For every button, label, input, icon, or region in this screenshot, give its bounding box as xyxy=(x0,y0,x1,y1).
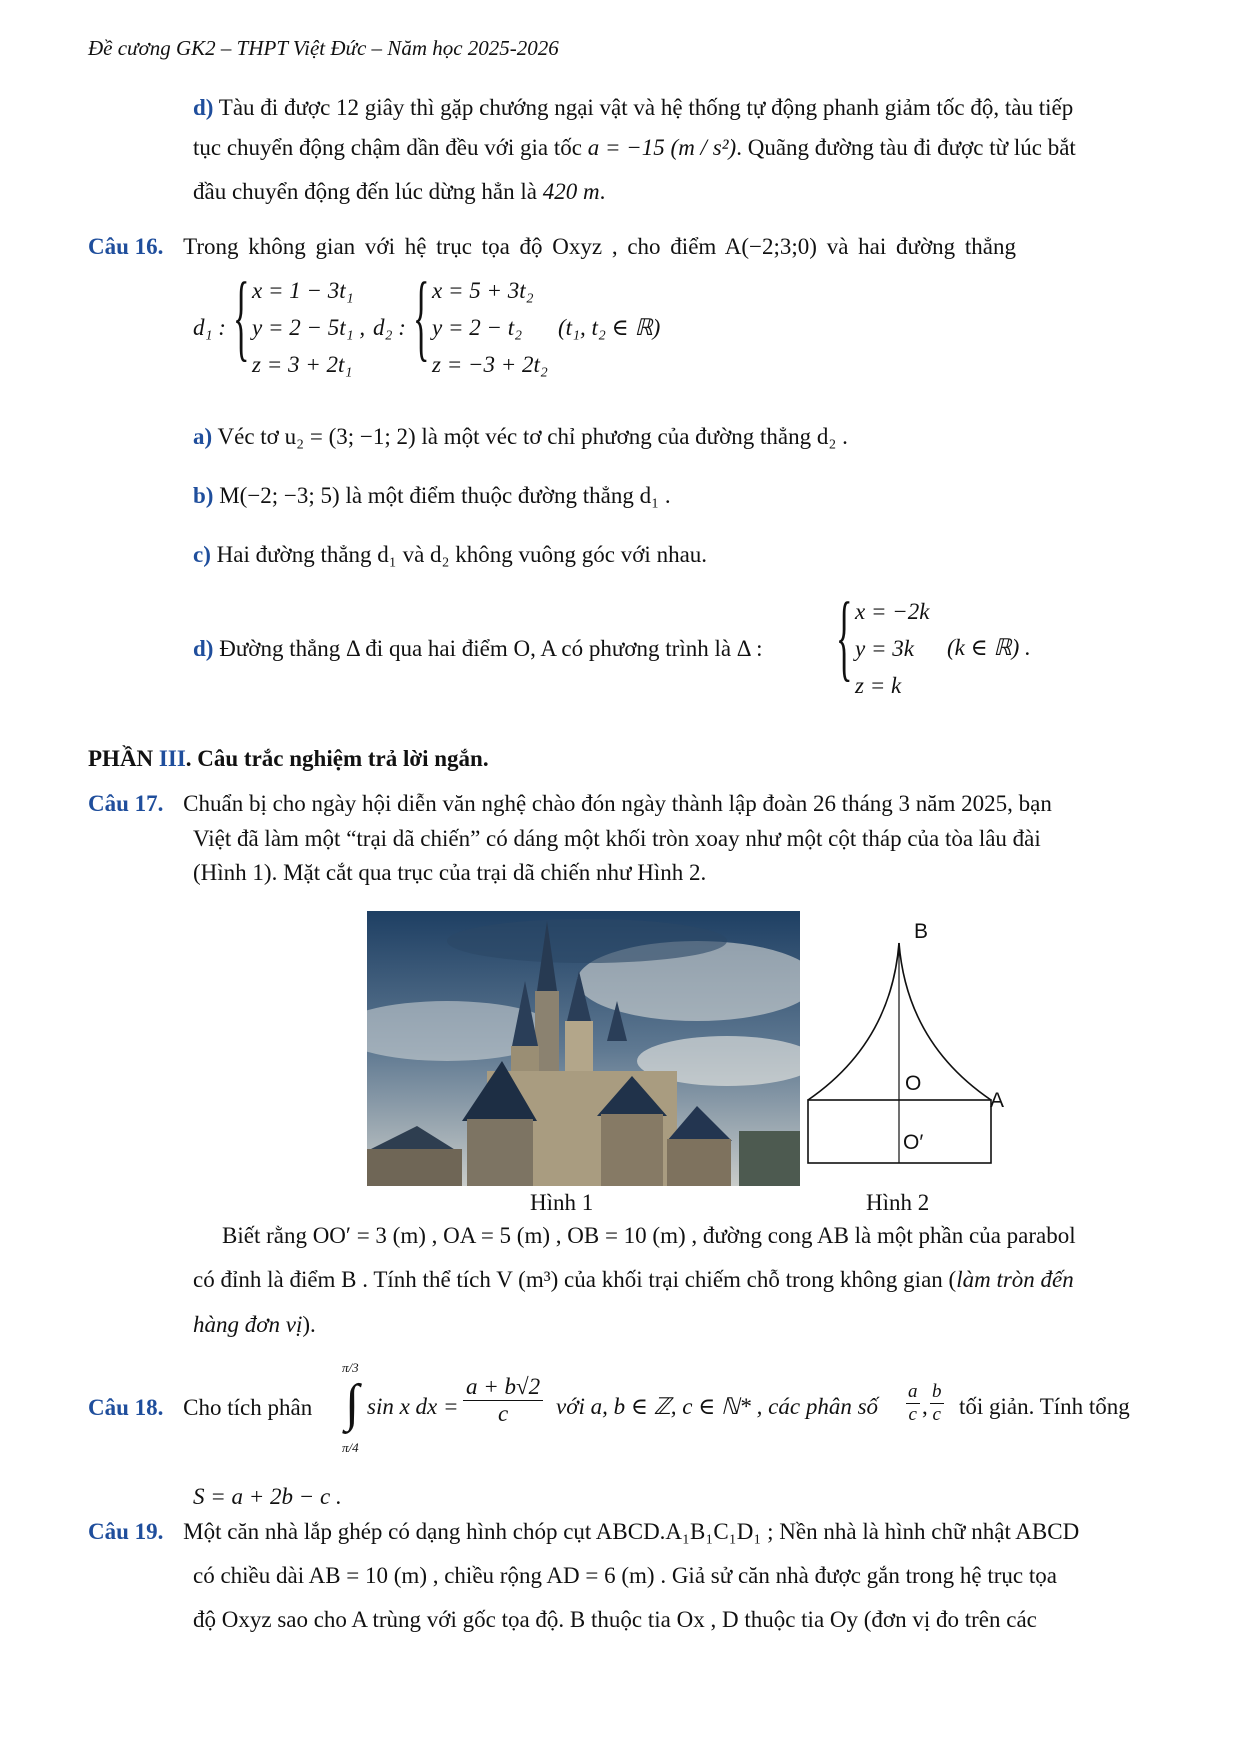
q16-a-text: Véc tơ u₂ = (3; −1; 2) là một véc tơ chỉ phương của đường thẳng d₂ . xyxy=(217,424,848,449)
q18-integrand: sin x dx = xyxy=(367,1394,459,1419)
delta-row-y: y = 3k xyxy=(855,636,914,661)
q18-text-b: với a, b ∈ ℤ, c ∈ ℕ* , các phân số xyxy=(556,1394,879,1419)
label-O-prime: O′ xyxy=(903,1131,924,1154)
q18-frac2 xyxy=(930,1381,944,1426)
d2-brace: { xyxy=(413,263,430,371)
q18-frac-den: c xyxy=(497,1401,509,1426)
q19-text3: độ Oxyz sao cho A trùng với gốc tọa độ. B thuộc tia Ox , D thuộc tia Oy (đơn vị đo trên các xyxy=(193,1607,1037,1632)
q15-d-label: d) xyxy=(193,95,214,120)
q18-comma: , xyxy=(922,1394,928,1419)
q17-text4: Biết rằng OO′ = 3 (m) , OA = 5 (m) , OB = 10 (m) , đường cong AB là một phần của parabol xyxy=(222,1223,1076,1248)
q17-text5b: làm tròn đến xyxy=(956,1267,1074,1292)
integral-sign: ∫ xyxy=(345,1375,360,1432)
q16-c-text: Hai đường thẳng d₁ và d₂ không vuông góc với nhau. xyxy=(216,542,708,567)
q18-lower: π/4 xyxy=(342,1440,359,1455)
delta-param: (k ∈ ℝ) . xyxy=(947,635,1031,660)
q17-line1 xyxy=(88,790,1052,818)
q18-frac1 xyxy=(906,1381,920,1426)
q16-b-text: M(−2; −3; 5) là một điểm thuộc đường thẳng d₁ . xyxy=(219,483,671,508)
delta-row-z: z = k xyxy=(855,673,902,698)
q17-text5a: có đỉnh là điểm B . Tính thể tích V (m³) của khối trại chiếm chỗ trong không gian ( xyxy=(193,1267,957,1292)
q19-line1 xyxy=(88,1518,1079,1546)
part3-heading xyxy=(88,746,489,772)
q16-b xyxy=(193,482,671,510)
q16-intro: Trong không gian với hệ trục tọa độ Oxyz , cho điểm A(−2;3;0) và hai đường thẳng xyxy=(183,234,1016,259)
d1-row-x: x = 1 − 3t₁ xyxy=(252,278,354,303)
q18-line1 xyxy=(88,1394,312,1422)
q17-text3: (Hình 1). Mặt cắt qua trục của trại dã chiến như Hình 2. xyxy=(193,860,707,885)
label-A: A xyxy=(990,1089,1005,1112)
q18-sum: S = a + 2b − c . xyxy=(193,1484,342,1509)
q16-b-label: b) xyxy=(193,483,214,508)
delta-row-x: x = −2k xyxy=(855,599,930,624)
part3-suffix: . Câu trắc nghiệm trả lời ngắn. xyxy=(185,746,489,771)
q17-line5 xyxy=(193,1266,1074,1294)
q17-label: Câu 17. xyxy=(88,791,164,816)
q16-intro-line xyxy=(88,233,1016,261)
q17-text6: hàng đơn vị xyxy=(193,1312,303,1337)
q19-text1: Một căn nhà lắp ghép có dạng hình chóp cụt ABCD.A₁B₁C₁D₁ ; Nền nhà là hình chữ nhật ABCD xyxy=(183,1519,1080,1544)
q15-d-accel: a = −15 (m / s²) xyxy=(587,135,737,160)
q15-d-text2b: . Quãng đường tàu đi được từ lúc bắt xyxy=(736,135,1076,160)
q15-d-line3 xyxy=(193,178,605,206)
castle-photo xyxy=(367,911,800,1186)
q16-param: (t₁, t₂ ∈ ℝ) xyxy=(558,315,661,340)
q16-c xyxy=(193,541,707,569)
d2-row-x: x = 5 + 3t₂ xyxy=(432,278,534,303)
label-B: B xyxy=(914,920,929,943)
q15-d-line1 xyxy=(193,94,1073,122)
q18-frac2-den: c xyxy=(932,1404,941,1425)
q16-d-text: Đường thẳng Δ đi qua hai điểm O, A có phương trình là Δ : xyxy=(219,636,763,661)
fig1-caption: Hình 1 xyxy=(530,1190,594,1215)
q16-c-label: c) xyxy=(193,542,211,567)
q18-frac2-num: b xyxy=(932,1381,942,1402)
q18-text-a: Cho tích phân xyxy=(183,1395,313,1420)
curve-left xyxy=(808,943,899,1100)
d2-system xyxy=(432,272,548,383)
q18-frac1-num: a xyxy=(908,1381,918,1402)
d2-name: d₂ : xyxy=(373,315,406,340)
part3-prefix: PHẦN xyxy=(88,746,159,771)
q15-d-text3a: đầu chuyển động đến lúc dừng hẳn là xyxy=(193,179,543,204)
q15-d-distance: 420 m xyxy=(542,179,600,204)
q18-text-c: tối giản. Tính tổng xyxy=(959,1394,1130,1419)
q15-d-text3b: . xyxy=(599,179,606,204)
q19-label: Câu 19. xyxy=(88,1519,164,1544)
q18-label: Câu 18. xyxy=(88,1395,164,1420)
q18-frac-num: a + b√2 xyxy=(463,1374,543,1401)
d1-name: d₁ : xyxy=(193,315,226,340)
page-header: Đề cương GK2 – THPT Việt Đức – Năm học 2025-2026 xyxy=(88,36,559,60)
q16-a xyxy=(193,423,848,451)
q18-fraction xyxy=(463,1374,543,1427)
d2-row-y: y = 2 − t₂ xyxy=(432,315,523,340)
q16-label: Câu 16. xyxy=(88,234,164,259)
q16-a-label: a) xyxy=(193,424,213,449)
label-O: O xyxy=(905,1072,922,1095)
q15-d-line2 xyxy=(193,134,1076,162)
q19-text2: có chiều dài AB = 10 (m) , chiều rộng AD = 6 (m) . Giả sử căn nhà được gắn trong hệ trục tọa xyxy=(193,1563,1057,1588)
q16-d-label: d) xyxy=(193,636,214,661)
d1-system xyxy=(252,272,365,383)
d2-row-z: z = −3 + 2t₂ xyxy=(432,352,548,377)
fig2-caption: Hình 2 xyxy=(866,1190,930,1215)
q17-line6 xyxy=(193,1311,316,1339)
d1-row-y: y = 2 − 5t₁ , xyxy=(252,315,366,340)
delta-brace: { xyxy=(836,583,853,691)
q17-text6b: ). xyxy=(302,1312,316,1337)
delta-system xyxy=(855,593,929,704)
d1-brace: { xyxy=(233,263,250,371)
part3-roman: III xyxy=(158,746,186,771)
q17-text2: Việt đã làm một “trại dã chiến” có dáng một khối tròn xoay như một cột tháp của tòa lâu đài xyxy=(193,826,1041,851)
q15-d-text2a: tục chuyển động chậm dần đều với gia tốc xyxy=(193,135,588,160)
q15-d-text1: Tàu đi được 12 giây thì gặp chướng ngại vật và hệ thống tự động phanh giảm tốc độ, tàu tiếp xyxy=(218,95,1074,120)
q16-d xyxy=(193,635,762,663)
q17-text1: Chuẩn bị cho ngày hội diễn văn nghệ chào đón ngày thành lập đoàn 26 tháng 3 năm 2025, bạn xyxy=(183,791,1052,816)
d1-row-z: z = 3 + 2t₁ xyxy=(252,352,353,377)
q18-upper: π/3 xyxy=(342,1360,359,1375)
q18-frac1-den: c xyxy=(908,1404,917,1425)
